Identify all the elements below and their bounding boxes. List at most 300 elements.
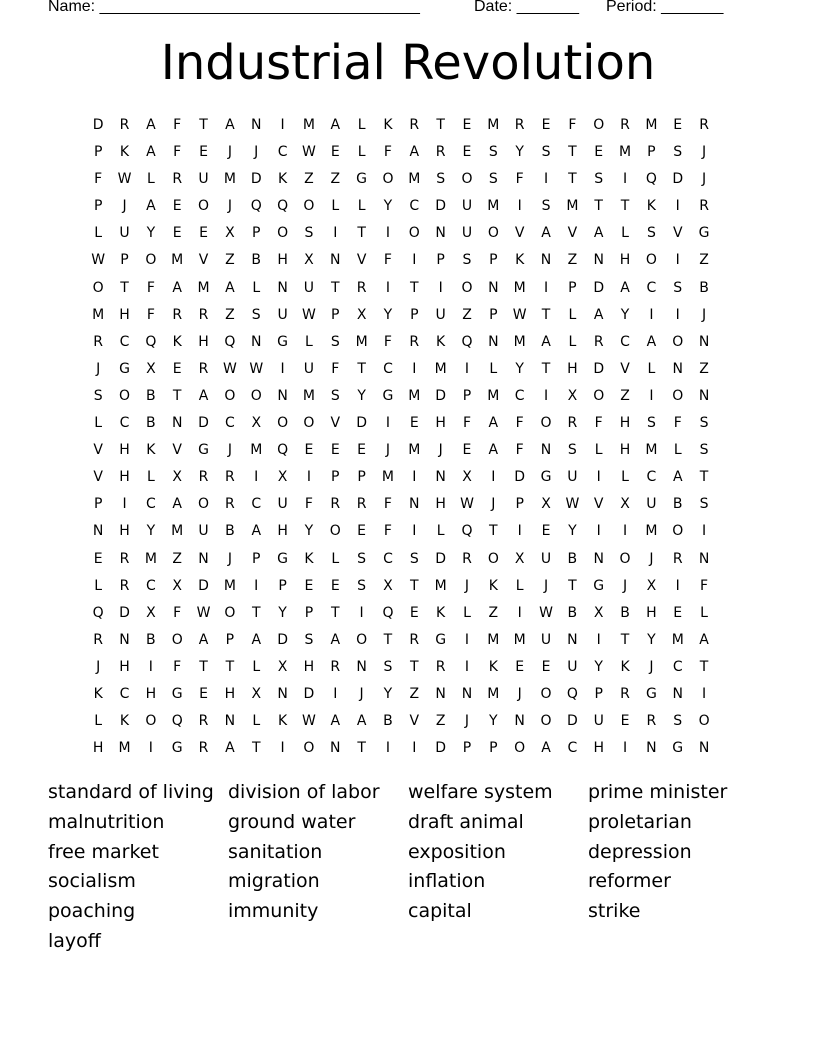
grid-letter[interactable]: R — [119, 550, 130, 567]
grid-letter[interactable]: O — [593, 117, 605, 133]
grid-letter[interactable]: J — [359, 685, 364, 702]
grid-letter[interactable]: S — [699, 496, 709, 513]
grid-letter[interactable]: P — [594, 685, 603, 702]
grid-letter[interactable]: R — [198, 360, 209, 377]
grid-letter[interactable]: W — [222, 360, 237, 377]
grid-letter[interactable]: O — [672, 387, 684, 404]
grid-letter[interactable]: B — [146, 387, 156, 404]
grid-letter[interactable]: N — [672, 360, 683, 377]
grid-letter[interactable]: Z — [699, 360, 709, 377]
grid-letter[interactable]: Q — [250, 198, 262, 215]
grid-letter[interactable]: S — [646, 415, 656, 432]
grid-letter[interactable]: G — [356, 171, 368, 188]
grid-letter[interactable]: L — [568, 333, 577, 350]
grid-letter[interactable]: V — [93, 469, 103, 486]
grid-letter[interactable]: N — [356, 658, 367, 675]
grid-letter[interactable]: D — [514, 469, 526, 486]
grid-letter[interactable]: K — [488, 658, 498, 675]
grid-letter[interactable]: G — [540, 469, 552, 486]
grid-letter[interactable]: M — [645, 117, 658, 133]
grid-letter[interactable]: X — [541, 496, 551, 513]
grid-letter[interactable]: I — [675, 306, 680, 323]
grid-letter[interactable]: S — [330, 333, 340, 350]
grid-letter[interactable]: I — [675, 577, 680, 594]
grid-letter[interactable]: I — [333, 225, 338, 242]
grid-letter[interactable]: R — [198, 740, 209, 757]
grid-letter[interactable]: I — [412, 523, 417, 540]
grid-letter[interactable]: C — [383, 550, 393, 567]
grid-letter[interactable]: B — [567, 550, 578, 567]
grid-letter[interactable]: A — [172, 279, 182, 296]
grid-letter[interactable]: L — [94, 225, 103, 242]
grid-letter[interactable]: A — [330, 631, 341, 648]
grid-letter[interactable]: R — [593, 333, 604, 350]
grid-letter[interactable]: D — [250, 171, 262, 188]
grid-letter[interactable]: Q — [277, 442, 289, 459]
grid-letter[interactable]: N — [698, 387, 710, 404]
grid-letter[interactable]: I — [148, 658, 153, 675]
grid-letter[interactable]: V — [672, 225, 683, 242]
grid-letter[interactable]: T — [620, 198, 630, 215]
grid-letter[interactable]: Z — [488, 604, 499, 621]
grid-letter[interactable]: O — [145, 252, 157, 269]
grid-letter[interactable]: E — [594, 144, 604, 161]
grid-letter[interactable]: Z — [409, 685, 420, 702]
grid-letter[interactable]: F — [462, 415, 472, 432]
grid-letter[interactable]: I — [438, 279, 443, 296]
grid-letter[interactable]: M — [645, 523, 658, 540]
grid-letter[interactable]: N — [540, 252, 552, 269]
grid-letter[interactable]: J — [491, 496, 496, 513]
grid-letter[interactable]: A — [541, 740, 551, 757]
grid-letter[interactable]: Y — [515, 144, 524, 161]
grid-letter[interactable]: R — [567, 415, 578, 432]
grid-letter[interactable]: F — [700, 577, 709, 594]
grid-letter[interactable]: A — [146, 117, 156, 133]
grid-letter[interactable]: V — [356, 252, 367, 269]
grid-letter[interactable]: P — [93, 496, 103, 513]
grid-letter[interactable]: Y — [146, 225, 156, 242]
grid-letter[interactable]: S — [436, 171, 446, 188]
grid-letter[interactable]: C — [672, 658, 683, 675]
grid-letter[interactable]: R — [672, 550, 683, 567]
grid-letter[interactable]: X — [277, 469, 288, 486]
grid-letter[interactable]: R — [330, 658, 341, 675]
grid-letter[interactable]: P — [93, 198, 103, 215]
grid-letter[interactable]: V — [172, 442, 182, 459]
grid-letter[interactable]: C — [119, 415, 130, 432]
grid-letter[interactable]: W — [91, 252, 106, 269]
grid-letter[interactable]: J — [543, 577, 549, 594]
grid-letter[interactable]: V — [330, 415, 341, 432]
grid-letter[interactable]: W — [249, 360, 264, 377]
grid-letter[interactable]: D — [593, 360, 605, 377]
grid-letter[interactable]: E — [541, 658, 551, 675]
grid-letter[interactable]: Y — [383, 198, 393, 215]
grid-letter[interactable]: F — [94, 171, 103, 188]
grid-letter[interactable]: O — [277, 225, 289, 242]
grid-letter[interactable]: I — [675, 252, 680, 269]
grid-letter[interactable]: P — [436, 252, 445, 269]
grid-letter[interactable]: H — [119, 658, 130, 675]
grid-letter[interactable]: T — [489, 523, 498, 540]
grid-letter[interactable]: X — [620, 496, 630, 513]
grid-letter[interactable]: M — [513, 333, 526, 350]
grid-letter[interactable]: Y — [278, 604, 287, 621]
grid-letter[interactable]: I — [280, 117, 285, 133]
grid-letter[interactable]: O — [224, 387, 236, 404]
grid-letter[interactable]: L — [568, 306, 577, 323]
grid-letter[interactable]: L — [436, 523, 445, 540]
grid-letter[interactable]: G — [698, 225, 710, 242]
grid-letter[interactable]: U — [593, 713, 604, 730]
grid-letter[interactable]: Y — [383, 306, 393, 323]
grid-letter[interactable]: H — [567, 360, 578, 377]
grid-letter[interactable]: H — [303, 658, 315, 675]
grid-letter[interactable]: N — [593, 550, 604, 567]
grid-letter[interactable]: D — [435, 198, 447, 215]
grid-letter[interactable]: B — [567, 604, 578, 621]
grid-letter[interactable]: E — [304, 577, 314, 594]
grid-letter[interactable]: M — [355, 333, 368, 350]
grid-letter[interactable]: P — [489, 252, 498, 269]
grid-letter[interactable]: Z — [172, 550, 182, 567]
grid-letter[interactable]: P — [93, 144, 103, 161]
grid-letter[interactable]: S — [541, 198, 551, 215]
grid-letter[interactable]: O — [277, 415, 289, 432]
grid-letter[interactable]: B — [146, 415, 156, 432]
grid-letter[interactable]: V — [567, 225, 578, 242]
grid-letter[interactable]: I — [385, 415, 391, 432]
grid-letter[interactable]: V — [593, 496, 604, 513]
grid-letter[interactable]: L — [331, 550, 340, 567]
grid-letter[interactable]: G — [198, 442, 209, 459]
grid-letter[interactable]: K — [488, 577, 498, 594]
grid-letter[interactable]: R — [514, 117, 525, 133]
grid-letter[interactable]: O — [672, 523, 684, 540]
grid-letter[interactable]: H — [224, 685, 236, 702]
grid-letter[interactable]: S — [699, 415, 709, 432]
grid-letter[interactable]: T — [330, 279, 340, 296]
grid-letter[interactable]: C — [225, 415, 235, 432]
grid-letter[interactable]: I — [702, 685, 707, 702]
grid-letter[interactable]: V — [93, 442, 103, 459]
grid-letter[interactable]: A — [146, 144, 156, 161]
grid-letter[interactable]: S — [488, 171, 498, 188]
grid-letter[interactable]: L — [252, 279, 261, 296]
grid-letter[interactable]: S — [488, 144, 498, 161]
grid-letter[interactable]: C — [277, 144, 288, 161]
grid-letter[interactable]: B — [620, 604, 630, 621]
grid-letter[interactable]: E — [541, 523, 551, 540]
grid-letter[interactable]: F — [383, 333, 392, 350]
grid-letter[interactable]: E — [199, 144, 208, 161]
grid-letter[interactable]: I — [412, 740, 417, 757]
grid-letter[interactable]: W — [512, 306, 527, 323]
grid-letter[interactable]: I — [517, 523, 522, 540]
grid-letter[interactable]: A — [225, 279, 235, 296]
grid-letter[interactable]: J — [254, 144, 259, 161]
grid-letter[interactable]: U — [540, 550, 552, 567]
grid-letter[interactable]: H — [119, 523, 130, 540]
grid-letter[interactable]: R — [462, 550, 472, 567]
grid-letter[interactable]: O — [303, 740, 315, 757]
grid-letter[interactable]: L — [94, 713, 103, 730]
grid-letter[interactable]: A — [488, 415, 499, 432]
grid-letter[interactable]: O — [619, 550, 631, 567]
grid-letter[interactable]: C — [646, 279, 657, 296]
grid-letter[interactable]: P — [568, 279, 577, 296]
grid-letter[interactable]: C — [620, 333, 630, 350]
grid-letter[interactable]: I — [385, 225, 391, 242]
grid-letter[interactable]: W — [117, 171, 132, 188]
grid-letter[interactable]: U — [303, 360, 315, 377]
grid-letter[interactable]: J — [122, 198, 127, 215]
grid-letter[interactable]: M — [92, 306, 105, 323]
grid-letter[interactable]: D — [435, 387, 447, 404]
grid-letter[interactable]: G — [382, 387, 394, 404]
grid-letter[interactable]: G — [277, 333, 288, 350]
grid-letter[interactable]: M — [671, 631, 684, 648]
grid-letter[interactable]: T — [357, 740, 366, 757]
grid-letter[interactable]: R — [356, 279, 367, 296]
grid-letter[interactable]: R — [435, 144, 446, 161]
grid-letter[interactable]: P — [647, 144, 656, 161]
grid-letter[interactable]: Z — [330, 171, 341, 188]
grid-letter[interactable]: I — [702, 523, 707, 540]
grid-letter[interactable]: R — [225, 496, 235, 513]
grid-letter[interactable]: P — [515, 496, 524, 513]
grid-letter[interactable]: G — [277, 550, 288, 567]
grid-letter[interactable]: E — [409, 604, 419, 621]
grid-letter[interactable]: M — [487, 387, 500, 404]
grid-letter[interactable]: A — [620, 279, 630, 296]
grid-letter[interactable]: M — [619, 144, 632, 161]
grid-letter[interactable]: B — [699, 279, 709, 296]
grid-letter[interactable]: P — [462, 387, 472, 404]
grid-letter[interactable]: F — [673, 415, 682, 432]
grid-letter[interactable]: E — [172, 198, 182, 215]
grid-letter[interactable]: L — [146, 469, 155, 486]
grid-letter[interactable]: T — [251, 740, 261, 757]
grid-letter[interactable]: Y — [515, 360, 524, 377]
grid-letter[interactable]: H — [619, 442, 631, 459]
grid-letter[interactable]: W — [302, 144, 316, 161]
grid-letter[interactable]: X — [251, 685, 262, 702]
grid-letter[interactable]: O — [303, 198, 315, 215]
grid-letter[interactable]: S — [409, 550, 419, 567]
grid-letter[interactable]: O — [672, 333, 684, 350]
grid-letter[interactable]: K — [146, 442, 156, 459]
grid-letter[interactable]: F — [515, 171, 524, 188]
grid-letter[interactable]: I — [359, 604, 364, 621]
grid-letter[interactable]: B — [146, 631, 156, 648]
grid-letter[interactable]: T — [620, 631, 630, 648]
grid-letter[interactable]: F — [515, 442, 524, 459]
grid-letter[interactable]: A — [225, 740, 235, 757]
grid-letter[interactable]: I — [148, 740, 153, 757]
grid-letter[interactable]: U — [198, 523, 209, 540]
grid-letter[interactable]: R — [409, 333, 420, 350]
grid-letter[interactable]: L — [146, 171, 155, 188]
grid-letter[interactable]: U — [277, 306, 288, 323]
grid-letter[interactable]: N — [698, 550, 710, 567]
grid-letter[interactable]: V — [620, 360, 630, 377]
grid-letter[interactable]: K — [277, 171, 288, 188]
grid-letter[interactable]: X — [646, 577, 657, 594]
grid-letter[interactable]: Q — [566, 685, 578, 702]
grid-letter[interactable]: U — [119, 225, 130, 242]
grid-letter[interactable]: E — [357, 442, 367, 459]
grid-letter[interactable]: I — [412, 252, 417, 269]
grid-letter[interactable]: J — [96, 360, 101, 377]
grid-letter[interactable]: N — [698, 333, 710, 350]
grid-letter[interactable]: L — [305, 333, 313, 350]
grid-letter[interactable]: R — [172, 306, 183, 323]
grid-letter[interactable]: H — [198, 333, 209, 350]
grid-letter[interactable]: J — [227, 198, 232, 215]
grid-letter[interactable]: U — [435, 306, 446, 323]
grid-letter[interactable]: P — [120, 252, 129, 269]
grid-letter[interactable]: M — [408, 171, 421, 188]
grid-letter[interactable]: C — [567, 740, 578, 757]
grid-letter[interactable]: N — [330, 740, 341, 757]
grid-letter[interactable]: N — [672, 685, 683, 702]
grid-letter[interactable]: X — [146, 360, 156, 377]
grid-letter[interactable]: L — [489, 360, 498, 377]
grid-letter[interactable]: N — [198, 550, 209, 567]
grid-letter[interactable]: F — [383, 523, 392, 540]
grid-letter[interactable]: M — [302, 387, 315, 404]
grid-letter[interactable]: K — [646, 198, 656, 215]
grid-letter[interactable]: K — [436, 333, 446, 350]
grid-letter[interactable]: J — [96, 658, 101, 675]
grid-letter[interactable]: Y — [489, 713, 498, 730]
grid-letter[interactable]: X — [146, 604, 156, 621]
grid-letter[interactable]: P — [462, 740, 472, 757]
grid-letter[interactable]: O — [540, 685, 552, 702]
grid-letter[interactable]: U — [198, 171, 209, 188]
grid-letter[interactable]: G — [171, 685, 183, 702]
grid-letter[interactable]: Y — [647, 631, 656, 648]
grid-letter[interactable]: Z — [225, 306, 235, 323]
grid-letter[interactable]: M — [566, 198, 579, 215]
grid-letter[interactable]: M — [513, 279, 526, 296]
grid-letter[interactable]: B — [672, 496, 683, 513]
grid-letter[interactable]: W — [196, 604, 211, 621]
grid-letter[interactable]: I — [280, 740, 285, 757]
grid-letter[interactable]: P — [278, 577, 287, 594]
grid-letter[interactable]: R — [93, 333, 104, 350]
grid-letter[interactable]: R — [93, 631, 104, 648]
grid-letter[interactable]: N — [224, 713, 236, 730]
grid-letter[interactable]: P — [331, 306, 340, 323]
grid-letter[interactable]: H — [119, 469, 130, 486]
grid-letter[interactable]: E — [462, 144, 472, 161]
grid-letter[interactable]: L — [94, 415, 103, 432]
grid-letter[interactable]: M — [302, 117, 315, 133]
grid-letter[interactable]: A — [330, 713, 341, 730]
grid-letter[interactable]: C — [119, 333, 130, 350]
grid-letter[interactable]: Y — [568, 523, 577, 540]
grid-letter[interactable]: R — [699, 198, 709, 215]
grid-letter[interactable]: E — [673, 117, 683, 133]
grid-letter[interactable]: Z — [620, 387, 630, 404]
grid-letter[interactable]: E — [304, 442, 314, 459]
grid-letter[interactable]: C — [383, 360, 393, 377]
grid-letter[interactable]: X — [356, 306, 367, 323]
grid-letter[interactable]: J — [702, 306, 707, 323]
grid-letter[interactable]: N — [461, 685, 473, 702]
grid-letter[interactable]: F — [146, 279, 155, 296]
grid-letter[interactable]: F — [515, 415, 524, 432]
grid-letter[interactable]: R — [225, 469, 235, 486]
grid-letter[interactable]: O — [171, 631, 183, 648]
grid-letter[interactable]: P — [252, 550, 261, 567]
grid-letter[interactable]: X — [172, 469, 182, 486]
grid-letter[interactable]: O — [698, 713, 710, 730]
grid-letter[interactable]: L — [252, 658, 261, 675]
grid-letter[interactable]: N — [540, 442, 552, 459]
grid-letter[interactable]: I — [333, 685, 338, 702]
grid-letter[interactable]: G — [645, 685, 657, 702]
grid-letter[interactable]: S — [594, 171, 604, 188]
grid-letter[interactable]: G — [435, 631, 447, 648]
grid-letter[interactable]: Z — [304, 171, 314, 188]
grid-letter[interactable]: N — [435, 225, 446, 242]
grid-letter[interactable]: I — [543, 279, 549, 296]
grid-letter[interactable]: I — [122, 496, 127, 513]
grid-letter[interactable]: I — [464, 658, 470, 675]
grid-letter[interactable]: T — [568, 171, 577, 188]
grid-letter[interactable]: N — [567, 631, 578, 648]
grid-letter[interactable]: L — [463, 604, 471, 621]
grid-letter[interactable]: U — [646, 496, 657, 513]
grid-letter[interactable]: Q — [277, 198, 289, 215]
grid-letter[interactable]: G — [119, 360, 130, 377]
grid-letter[interactable]: E — [620, 713, 630, 730]
grid-letter[interactable]: K — [304, 550, 314, 567]
grid-letter[interactable]: F — [594, 415, 603, 432]
grid-letter[interactable]: R — [646, 713, 657, 730]
grid-letter[interactable]: O — [145, 713, 157, 730]
grid-letter[interactable]: C — [409, 198, 420, 215]
grid-letter[interactable]: I — [412, 360, 417, 377]
grid-letter[interactable]: O — [119, 387, 131, 404]
grid-letter[interactable]: P — [489, 306, 498, 323]
grid-letter[interactable]: O — [382, 171, 394, 188]
grid-letter[interactable]: D — [593, 279, 605, 296]
grid-letter[interactable]: K — [620, 658, 630, 675]
grid-letter[interactable]: R — [172, 171, 183, 188]
grid-letter[interactable]: F — [383, 252, 392, 269]
grid-letter[interactable]: N — [277, 279, 288, 296]
grid-letter[interactable]: D — [435, 550, 447, 567]
grid-letter[interactable]: M — [408, 387, 421, 404]
grid-letter[interactable]: T — [594, 198, 603, 215]
grid-letter[interactable]: N — [409, 496, 420, 513]
grid-letter[interactable]: A — [409, 144, 420, 161]
grid-letter[interactable]: K — [277, 713, 288, 730]
grid-letter[interactable]: E — [172, 360, 182, 377]
grid-letter[interactable]: L — [621, 469, 629, 486]
grid-letter[interactable]: O — [645, 252, 657, 269]
grid-letter[interactable]: E — [199, 685, 208, 702]
grid-letter[interactable]: O — [224, 604, 236, 621]
grid-letter[interactable]: P — [252, 225, 261, 242]
grid-letter[interactable]: L — [673, 442, 682, 459]
grid-letter[interactable]: M — [223, 171, 236, 188]
